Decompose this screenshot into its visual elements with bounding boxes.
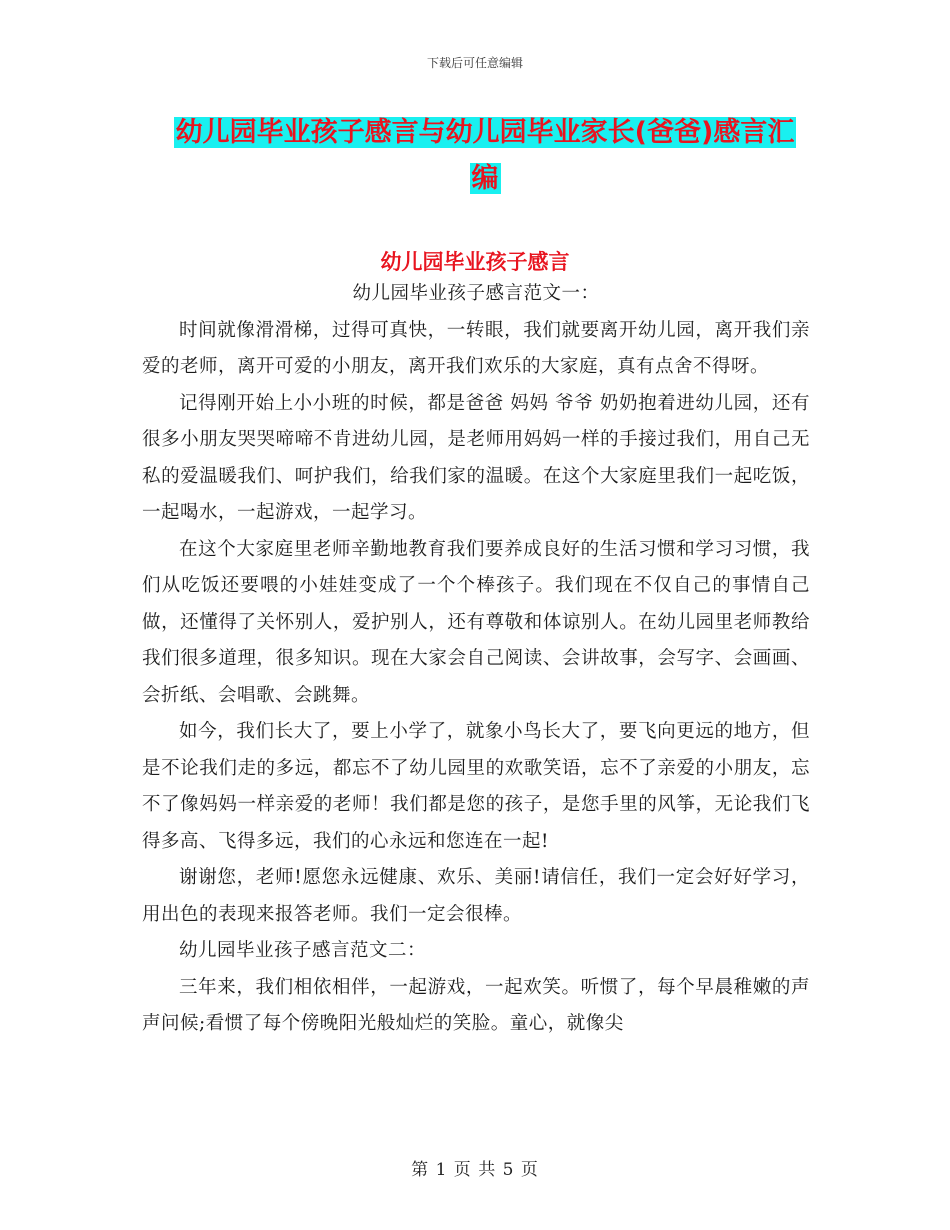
paragraph: 记得刚开始上小小班的时候，都是爸爸 妈妈 爷爷 奶奶抱着进幼儿园，还有很多小朋友哭哭啼啼不肯进幼儿园，是老师用妈妈一样的手接过我们，用自己无私的爱温暖我们、呵护我们，给我们家的温暖。在这个大家庭里我们一起吃饭，一起喝水，一起游戏，一起学习。 xyxy=(142,392,810,523)
paragraph: 在这个大家庭里老师辛勤地教育我们要养成良好的生活习惯和学习习惯，我们从吃饭还要喂的小娃娃变成了一个个棒孩子。我们现在不仅自己的事情自己做，还懂得了关怀别人，爱护别人，还有尊敬和体谅别人。在幼儿园里老师教给我们很多道理，很多知识。现在大家会自己阅读、会讲故事，会写字、会画画、会折纸、会唱歌、会跳舞。 xyxy=(142,538,810,706)
paragraph-subheading-2: 幼儿园毕业孩子感言范文二： xyxy=(179,940,427,961)
paragraph: 如今，我们长大了，要上小学了，就象小鸟长大了，要飞向更远的地方，但是不论我们走的多远，都忘不了幼儿园里的欢歌笑语，忘不了亲爱的小朋友，忘不了像妈妈一样亲爱的老师！我们都是您的孩子，是您手里的风筝，无论我们飞得多高、飞得多远，我们的心永远和您连在一起! xyxy=(142,721,810,852)
paragraph: 时间就像滑滑梯，过得可真快，一转眼，我们就要离开幼儿园，离开我们亲爱的老师，离开可爱的小朋友，离开我们欢乐的大家庭，真有点舍不得呀。 xyxy=(142,319,810,377)
document-title-line-1: 幼儿园毕业孩子感言与幼儿园毕业家长(爸爸)感言汇 xyxy=(175,117,795,148)
paragraph-subheading-1: 幼儿园毕业孩子感言范文一： xyxy=(352,283,600,304)
paragraph: 谢谢您，老师!愿您永远健康、欢乐、美丽!请信任，我们一定会好好学习，用出色的表现来报答老师。我们一定会很棒。 xyxy=(142,867,810,925)
document-title-line-2: 编 xyxy=(471,163,499,194)
section-title: 幼儿园毕业孩子感言 xyxy=(380,250,570,274)
page-number-footer: 第 1 页 共 5 页 xyxy=(411,1160,539,1180)
document-title xyxy=(140,110,830,202)
document-body xyxy=(142,276,810,1043)
header-note: 下载后可任意编辑 xyxy=(426,56,523,70)
paragraph: 三年来，我们相依相伴，一起游戏，一起欢笑。听惯了，每个早晨稚嫩的声声问候;看惯了每个傍晚阳光般灿烂的笑脸。童心，就像尖 xyxy=(142,976,810,1034)
